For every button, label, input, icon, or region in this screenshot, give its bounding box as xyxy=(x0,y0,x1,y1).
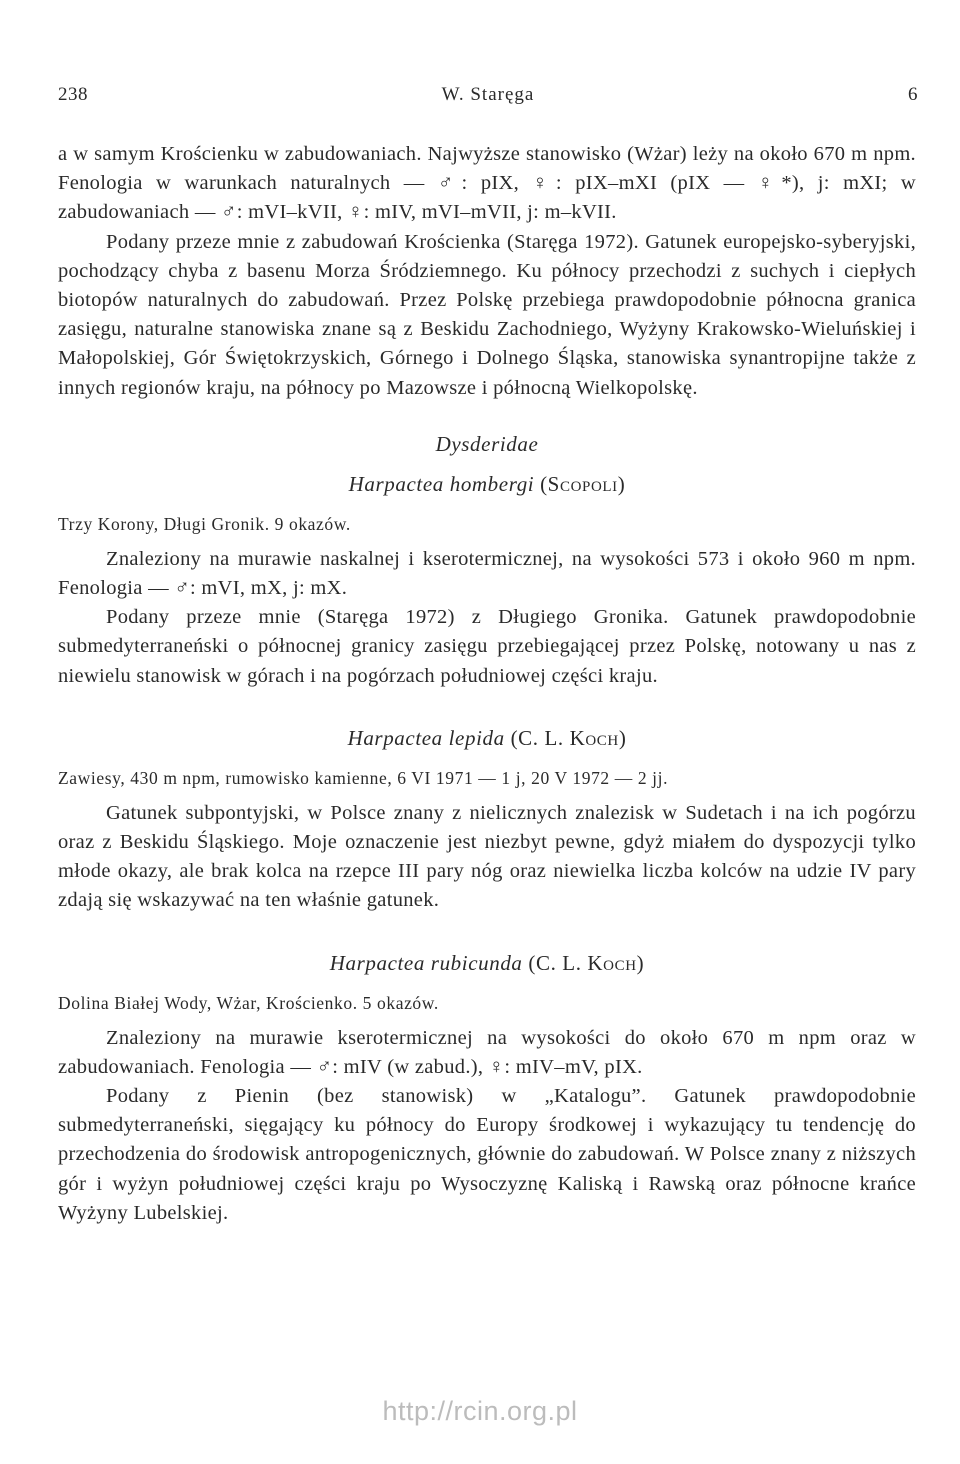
paragraph: Znaleziony na murawie kserotermicznej na wysokości do około 670 m npm oraz w zabudowaniach. Fenologia — ♂: mIV (w zabud.), ♀: mIV–mV, pIX. xyxy=(58,1026,916,1078)
locality-line: Trzy Korony, Długi Gronik. 9 okazów. xyxy=(58,513,351,534)
page-header xyxy=(58,84,918,112)
species-latin-name: Harpactea lepida xyxy=(347,725,505,750)
paragraph: Gatunek subpontyjski, w Polsce znany z nielicznych znalezisk w Sudetach i na ich pogórzu oraz z Beskidu Śląskiego. Moje oznaczenie jest niezbyt pewne, gdyż miałem do dyspozycji tylko młode okazy, ale brak kolca na rzepce III pary nóg oraz niewielka liczba kolców na udzie IV pary zdają się wskazywać na ten właśnie gatunek. xyxy=(58,801,916,912)
page-body xyxy=(58,140,916,1228)
locality-line: Zawiesy, 430 m npm, rumowisko kamienne, 6 VI 1971 — 1 j, 20 V 1972 — 2 jj. xyxy=(58,767,669,788)
species-author: (C. L. Koch) xyxy=(528,950,645,975)
watermark-url: http://rcin.org.pl xyxy=(382,1396,578,1426)
species-heading xyxy=(58,948,916,978)
species-heading xyxy=(58,723,916,753)
page-number: 238 xyxy=(58,84,88,105)
species-heading xyxy=(58,469,916,499)
paragraph: Podany przeze mnie z zabudowań Krościenka (Staręga 1972). Gatunek europejsko-syberyjski, pochodzący chyba z basenu Morza Śródziemnego. Ku północy przechodzi z suchych i ciepłych biotopów naturalnych do zabudowań. Przez Polskę przebiega prawdopodobnie północna granica zasięgu, naturalne stanowiska znane są z Beskidu Zachodniego, Wyżyny Krakowsko-Wieluńskiej i Małopolskiej, Gór Świętokrzyskich, Górnego i Dolnego Śląska, stanowiska synantropijne także z innych regionów kraju, na północy po Mazowsze i północną Wielkopolskę. xyxy=(58,230,916,399)
paragraph: a w samym Krościenku w zabudowaniach. Najwyższe stanowisko (Wżar) leży na około 670 m npm. Fenologia w warunkach naturalnych — ♂: pIX, ♀: pIX–mXI (pIX — ♀*), j: mXI; w zabudowaniach — ♂: mVI–kVII, ♀: mIV, mVI–mVII, j: m–kVII. xyxy=(58,143,916,224)
paragraph: Podany z Pienin (bez stanowisk) w „Katalogu”. Gatunek prawdopodobnie submedyterraneński, sięgający ku północy do Europy środkowej i wykazujący tu tendencję do przechodzenia do środowisk antropogenicznych, głównie do zabudowań. W Polsce znany z niższych gór i wyżyn południowej części kraju po Wysoczyznę Kaliską i Rawską oraz północne krańce Wyżyny Lubelskiej. xyxy=(58,1085,916,1224)
header-right-number: 6 xyxy=(908,84,918,105)
species-author: (C. L. Koch) xyxy=(510,725,627,750)
family-heading: Dysderidae xyxy=(435,431,539,456)
paragraph: Podany przeze mnie (Staręga 1972) z Długiego Gronika. Gatunek prawdopodobnie submedyterraneński o północnej granicy zasięgu przebiegającej przez Polskę, notowany u nas z niewielu stanowisk w górach i na pogórzach południowej części kraju. xyxy=(58,606,916,687)
locality-line: Dolina Białej Wody, Wżar, Krościenko. 5 okazów. xyxy=(58,992,439,1013)
paragraph: Znaleziony na murawie naskalnej i kserotermicznej, na wysokości 573 i około 960 m npm. Fenologia — ♂: mVI, mX, j: mX. xyxy=(58,547,916,600)
species-latin-name: Harpactea hombergi xyxy=(348,471,535,496)
species-latin-name: Harpactea rubicunda xyxy=(329,950,523,975)
running-title: W. Staręga xyxy=(441,84,535,105)
species-author: (Scopoli) xyxy=(540,471,626,496)
